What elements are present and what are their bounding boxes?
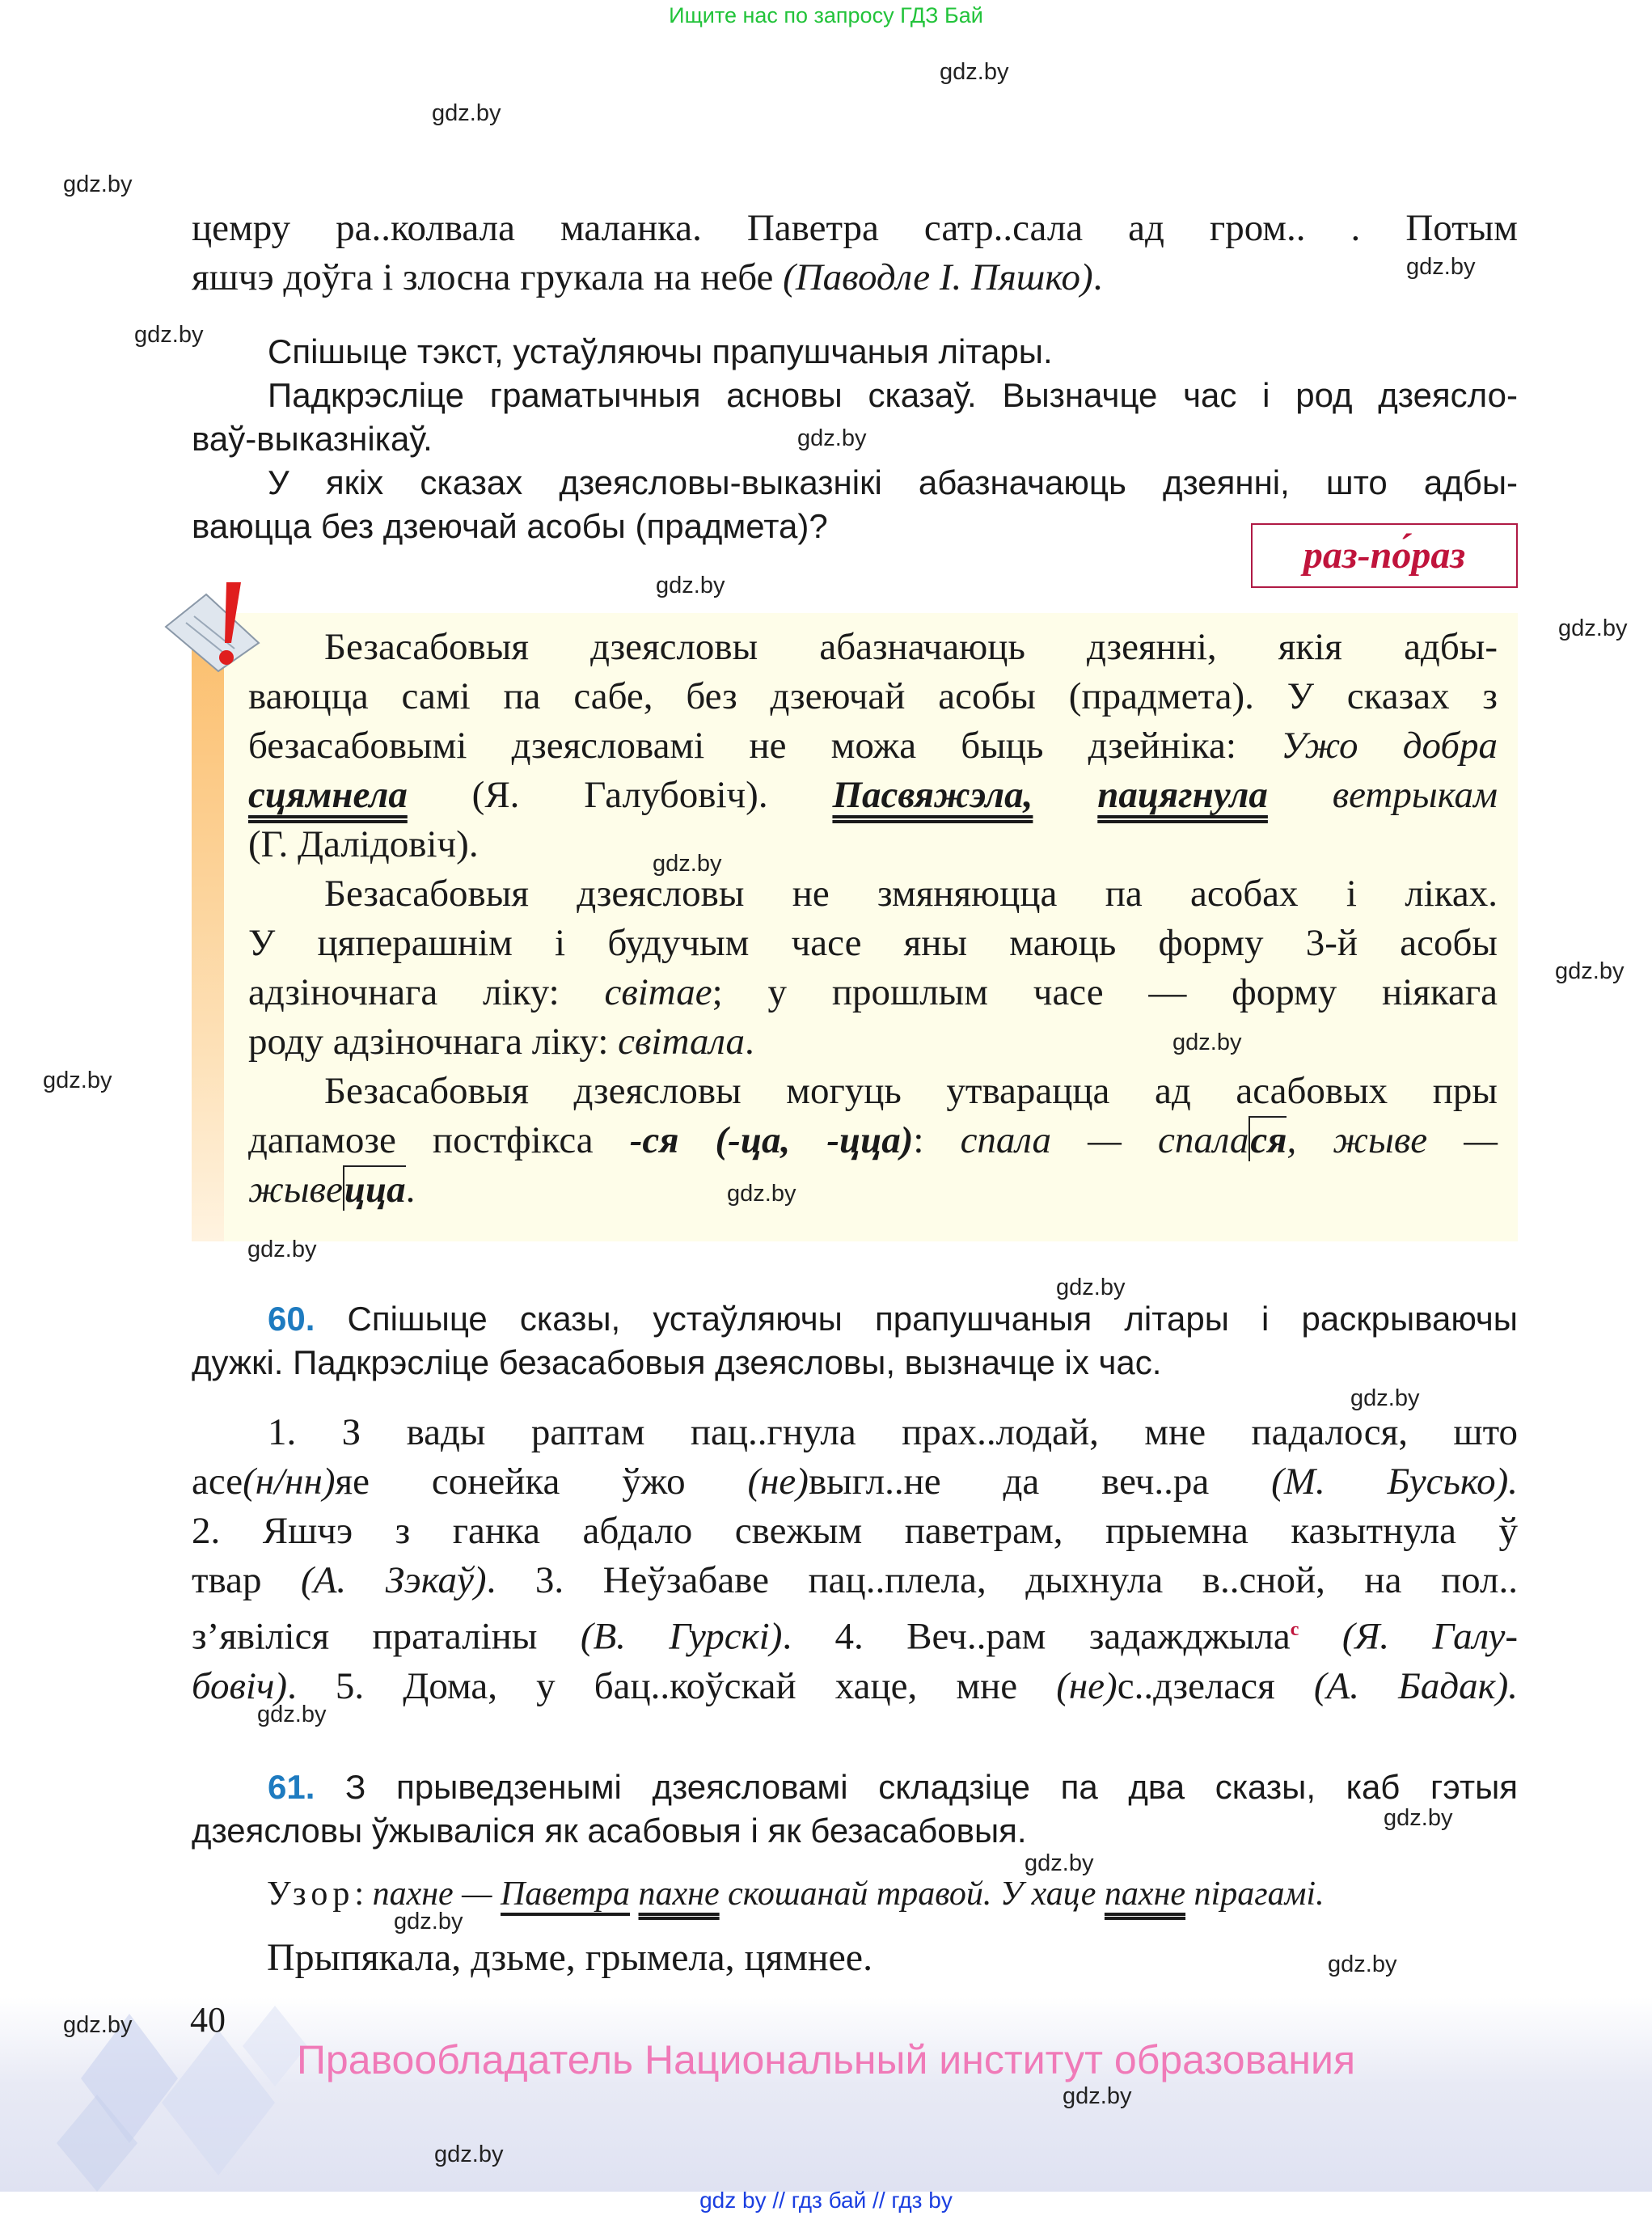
text-line xyxy=(192,1662,1518,1711)
text-line xyxy=(248,1116,1498,1165)
text-line xyxy=(192,1556,1518,1605)
text-segment: (Паводле І. Пяшко) xyxy=(783,256,1093,298)
text-segment: жыве xyxy=(248,1169,343,1211)
text-segment: скошанай травой. У хаце xyxy=(719,1875,1105,1913)
text-segment: (н/нн) xyxy=(243,1461,336,1503)
text-segment: Пасвяжэла, xyxy=(832,774,1033,816)
text-segment: дзеясловы ўжываліся як асабовыя і як безасабовыя. xyxy=(192,1812,1027,1850)
watermark: gdz.by xyxy=(63,2012,133,2038)
watermark: gdz.by xyxy=(394,1909,463,1934)
text-segment: 2. Яшчэ з ганка абдало свежым паветрам, прыемна казытнула ў xyxy=(192,1510,1518,1552)
text-segment: (А. Зэкаў) xyxy=(301,1559,487,1601)
text-segment xyxy=(1033,774,1097,816)
text-segment: пахне xyxy=(1104,1875,1186,1913)
text-line xyxy=(192,374,1518,417)
watermark: gdz.by xyxy=(1406,254,1476,280)
rule-text xyxy=(248,623,1498,1215)
text-line xyxy=(248,1017,1498,1067)
watermark: gdz.by xyxy=(1328,1951,1397,1977)
text-segment: пахне — xyxy=(372,1875,501,1913)
text-line xyxy=(248,721,1498,771)
text-segment: 61. xyxy=(268,1768,315,1806)
text-segment: яе сонейка ўжо xyxy=(335,1461,748,1503)
text-line xyxy=(248,919,1498,968)
text-segment: з’явіліся праталіны xyxy=(192,1615,581,1658)
text-segment: . 3. Неўзабаве пац..плела, дыхнула в..сной, на пол.. xyxy=(486,1559,1518,1601)
text-line xyxy=(192,1809,1518,1853)
footer-link-gdz-by-cyr[interactable]: гдз by xyxy=(891,2188,953,2213)
text-segment: (А. Бадак). xyxy=(1313,1664,1519,1707)
text-line xyxy=(192,1408,1518,1457)
page-number: 40 xyxy=(190,2000,226,2040)
text-segment xyxy=(630,1875,639,1913)
watermark: gdz.by xyxy=(432,100,501,126)
text-segment: спала — спала xyxy=(960,1119,1249,1161)
text-segment: ся xyxy=(1249,1116,1287,1161)
exercise-60-task xyxy=(192,1297,1518,1385)
watermark: gdz.by xyxy=(134,322,204,348)
text-segment: -ся (-ца, -цца) xyxy=(629,1119,914,1161)
text-segment: яшчэ доўга і злосна грукала на небе xyxy=(192,256,784,298)
watermark: gdz.by xyxy=(257,1702,327,1727)
text-segment: , жыве — xyxy=(1287,1119,1498,1161)
watermark: gdz.by xyxy=(727,1181,796,1207)
watermark: gdz.by xyxy=(1063,2083,1132,2109)
text-segment: світала xyxy=(618,1021,746,1063)
text-segment: У якіх сказах дзеясловы-выказнікі абазначаюць дзеянні, што адбы- xyxy=(268,463,1518,501)
watermark: gdz.by xyxy=(434,2142,504,2167)
watermark: gdz.by xyxy=(940,59,1009,85)
text-segment: : xyxy=(354,1875,373,1913)
text-segment: с..дзелася xyxy=(1117,1664,1314,1707)
text-segment xyxy=(1268,774,1333,816)
watermark: gdz.by xyxy=(1350,1385,1420,1411)
footer-link-gdz-by[interactable]: gdz by xyxy=(699,2188,767,2213)
text-segment: Спішыце сказы, устаўляючы прапушчаныя літары і раскрываючы xyxy=(315,1300,1518,1338)
text-segment: (Я. Галубовіч). xyxy=(407,774,833,816)
text-segment: (М. Бусько). xyxy=(1271,1461,1518,1503)
watermark: gdz.by xyxy=(797,425,867,451)
watermark: gdz.by xyxy=(1172,1030,1242,1055)
footer-background xyxy=(0,1998,1652,2192)
text-segment: дапамозе постфікса xyxy=(248,1119,630,1161)
spelling-box: раз-по́раз xyxy=(1251,523,1518,588)
exercise-61-task xyxy=(192,1765,1518,1853)
text-segment: пахне xyxy=(638,1875,720,1913)
text-segment: ваў-выказнікаў. xyxy=(192,420,433,458)
text-segment: безасабовымі дзеясловамі не можа быць дзейніка: xyxy=(248,725,1282,767)
text-segment: (Г. Далідовіч). xyxy=(248,823,479,865)
text-segment: (В. Гурскі) xyxy=(580,1615,783,1658)
text-segment: цемру ра..колвала маланка. Паветра сатр..сала ад гром.. . Потым xyxy=(192,207,1518,249)
text-segment: Безасабовыя дзеясловы не змяняюцца па асобах і ліках. xyxy=(324,873,1498,915)
text-segment: Ужо добра xyxy=(1281,725,1498,767)
text-segment: адзіночнага ліку: xyxy=(248,971,605,1013)
text-line xyxy=(248,1067,1498,1116)
footer-separator: // xyxy=(772,2188,785,2213)
text-segment: ваюцца самі па сабе, без дзеючай асобы (прадмета). У сказах з xyxy=(248,675,1498,717)
watermark: gdz.by xyxy=(247,1237,317,1262)
text-line xyxy=(192,1507,1518,1556)
text-segment: (не) xyxy=(1056,1664,1118,1707)
text-segment: роду адзіночнага ліку: xyxy=(248,1021,619,1063)
text-segment: . 4. Веч..рам задажджыла xyxy=(782,1615,1291,1658)
text-segment: (Я. Галу- xyxy=(1341,1615,1519,1658)
text-line xyxy=(248,1165,1498,1215)
text-segment: ветрыкам xyxy=(1332,774,1498,816)
watermark: gdz.by xyxy=(656,573,725,598)
text-segment: цца xyxy=(343,1165,406,1211)
text-line xyxy=(192,1341,1518,1385)
text-segment: Падкрэсліце граматычныя асновы сказаў. Вызначце час і род дзеясло- xyxy=(268,376,1518,414)
watermark: gdz.by xyxy=(653,851,722,877)
watermark: gdz.by xyxy=(1025,1850,1094,1876)
watermark: gdz.by xyxy=(43,1068,112,1093)
text-segment xyxy=(1299,1616,1341,1658)
text-segment: ; у прошлым часе — форму ніякага xyxy=(712,971,1498,1013)
search-hint[interactable]: Ищите нас по запросу ГДЗ Бай xyxy=(669,3,983,27)
text-line xyxy=(248,869,1498,919)
text-segment: 60. xyxy=(268,1300,315,1338)
text-line xyxy=(192,1765,1518,1809)
text-segment: бовіч) xyxy=(192,1664,288,1707)
text-segment: пацягнула xyxy=(1097,774,1268,816)
text-segment: пірагамі. xyxy=(1185,1875,1325,1913)
text-line xyxy=(248,771,1498,820)
text-segment: 1. З вады раптам пац..гнула прах..лодай, мне падалося, што xyxy=(268,1411,1518,1453)
text-segment: . xyxy=(1092,256,1103,298)
watermark: gdz.by xyxy=(1384,1805,1453,1831)
text-segment: ваюцца без дзеючай асобы (прадмета)? xyxy=(192,507,828,545)
text-line xyxy=(192,253,1518,302)
copyright-notice: Правообладатель Национальный институт образования xyxy=(296,2037,1356,2082)
watermark: gdz.by xyxy=(1558,615,1628,641)
text-line xyxy=(192,461,1518,505)
text-segment: Спішыце тэкст, устаўляючы прапушчаныя літары. xyxy=(268,332,1053,370)
text-segment: . xyxy=(745,1021,754,1063)
text-segment: твар xyxy=(192,1559,302,1601)
text-segment: Безасабовыя дзеясловы абазначаюць дзеянні, якія адбы- xyxy=(324,626,1498,668)
text-segment: асе xyxy=(192,1461,243,1503)
text-segment: . 5. Дома, у бац..коўскай хаце, мне xyxy=(287,1664,1057,1707)
text-segment: с xyxy=(1290,1619,1299,1640)
watermark: gdz.by xyxy=(1555,958,1625,984)
watermark: gdz.by xyxy=(63,171,133,197)
text-segment: выгл..не да веч..ра xyxy=(808,1461,1272,1503)
text-line xyxy=(248,672,1498,721)
footer-separator: // xyxy=(872,2188,885,2213)
intro-paragraph xyxy=(192,204,1518,302)
text-line xyxy=(192,1605,1518,1662)
text-line xyxy=(248,820,1498,869)
text-line xyxy=(192,1457,1518,1507)
text-segment: Узор xyxy=(267,1875,355,1913)
text-line xyxy=(248,968,1498,1017)
text-segment: світае xyxy=(604,971,712,1013)
text-segment: . xyxy=(405,1169,416,1211)
exercise-60-text xyxy=(192,1408,1518,1711)
text-segment: У цяперашнім і будучым часе яны маюць форму 3-й асобы xyxy=(248,922,1498,964)
text-segment: сцямнела xyxy=(248,774,408,816)
text-segment: (не) xyxy=(747,1461,809,1503)
text-segment: : xyxy=(913,1119,961,1161)
footer-link-gdz-bai[interactable]: гдз бай xyxy=(791,2188,867,2213)
text-segment: Прыпякала, дзьме, грымела, цямнее. xyxy=(267,1936,873,1979)
watermark: gdz.by xyxy=(1056,1275,1126,1300)
text-line xyxy=(192,204,1518,253)
text-segment: дужкі. Падкрэсліце безасабовыя дзеясловы, вызначце іх час. xyxy=(192,1343,1162,1381)
footer-links xyxy=(0,2188,1652,2213)
text-line xyxy=(248,623,1498,672)
rule-box-stripe xyxy=(192,613,224,1241)
text-line xyxy=(192,1297,1518,1341)
text-line xyxy=(192,330,1518,374)
text-segment: Паветра xyxy=(501,1875,631,1913)
text-segment: З прыведзенымі дзеясловамі складзіце па два сказы, каб гэтыя xyxy=(315,1768,1518,1806)
text-segment: Безасабовыя дзеясловы могуць утварацца ад асабовых пры xyxy=(324,1070,1498,1112)
